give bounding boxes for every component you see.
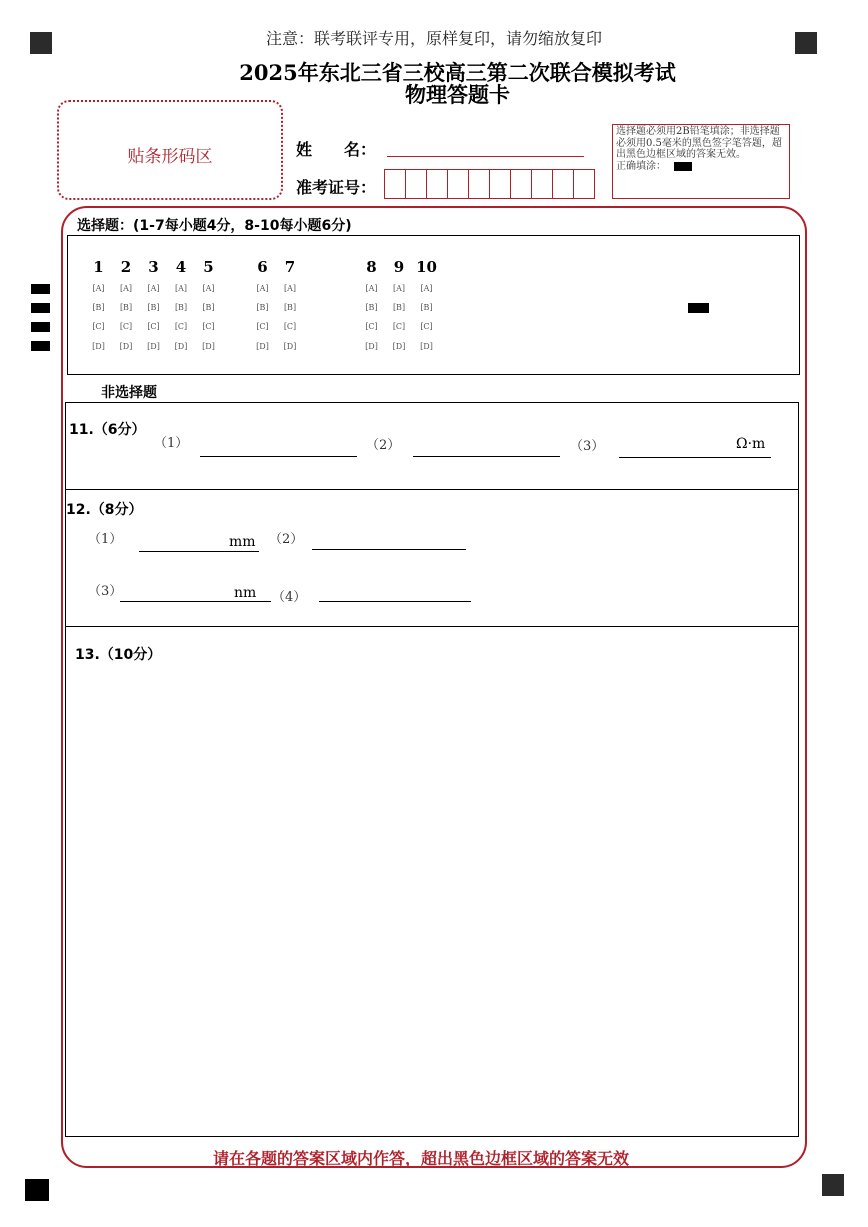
choice-option-bubble[interactable]: [C] — [256, 322, 269, 331]
q11-blank-2[interactable] — [413, 456, 560, 457]
choice-option-bubble[interactable]: [D] — [256, 342, 269, 351]
choice-option-bubble[interactable]: [C] — [202, 322, 215, 331]
choice-option-bubble[interactable]: [C] — [283, 322, 297, 331]
exam-id-label: 准考证号： — [296, 178, 377, 197]
q12-unit-1: mm — [229, 534, 256, 550]
choice-question-number: 8 — [366, 258, 377, 276]
corner-mark-bottom-left — [25, 1179, 49, 1201]
divider — [65, 626, 799, 627]
choice-question-number: 5 — [203, 258, 214, 276]
choice-question-number: 9 — [393, 258, 405, 276]
q12-blank-2[interactable] — [312, 549, 466, 550]
q12-title: 12.（8分） — [66, 502, 143, 518]
exam-id-field[interactable] — [384, 169, 595, 199]
q12-blank-2-label: （2） — [269, 532, 304, 547]
choice-question-number: 7 — [284, 258, 296, 276]
choice-option-bubble[interactable]: [A] — [392, 284, 406, 293]
choice-option-bubble[interactable]: [A] — [283, 284, 297, 293]
choice-option-bubble[interactable]: [A] — [420, 284, 433, 293]
choice-option-bubble[interactable]: [A] — [147, 284, 160, 293]
choice-option-bubble[interactable]: [D] — [174, 342, 188, 351]
name-label: 姓 名： — [296, 140, 377, 159]
q11-blank-3[interactable] — [619, 457, 771, 458]
timing-mark — [31, 303, 50, 313]
choice-option-bubble[interactable]: [B] — [365, 303, 378, 312]
choice-option-bubble[interactable]: [A] — [92, 284, 105, 293]
q13-answer-area[interactable] — [66, 670, 798, 1136]
q13-title: 13.（10分） — [75, 647, 162, 663]
q12-blank-4[interactable] — [319, 601, 471, 602]
q11-unit-3: Ω·m — [736, 436, 766, 452]
q11-blank-3-label: （3） — [570, 439, 605, 454]
instructions-text: 选择题必须用2B铅笔填涂；非选择题必须用0.5毫米的黑色签字笔答题，超出黑色边框区域的答案无效。 — [616, 126, 782, 160]
choice-option-bubble[interactable]: [C] — [392, 322, 406, 331]
choice-option-bubble[interactable]: [D] — [202, 342, 215, 351]
corner-mark-bottom-right — [822, 1174, 844, 1196]
q12-blank-3[interactable] — [120, 601, 271, 602]
choice-section-title: 选择题：(1-7每小题4分，8-10每小题6分) — [77, 218, 352, 234]
choice-option-bubble[interactable]: [B] — [147, 303, 160, 312]
choice-option-bubble[interactable]: [D] — [392, 342, 406, 351]
timing-mark — [31, 322, 50, 332]
footer-warning: 请在各题的答案区域内作答，超出黑色边框区域的答案无效 — [212, 1149, 629, 1168]
choice-option-bubble[interactable]: [D] — [92, 342, 105, 351]
correct-fill-example — [674, 162, 692, 171]
timing-mark — [31, 341, 50, 351]
q12-blank-1[interactable] — [139, 551, 259, 552]
q12-blank-3-label: （3） — [88, 584, 123, 599]
choice-option-bubble[interactable]: [A] — [119, 284, 133, 293]
barcode-area-label: 贴条形码区 — [127, 147, 213, 167]
name-field[interactable] — [387, 156, 584, 157]
q12-blank-4-label: （4） — [272, 590, 307, 605]
choice-option-bubble[interactable]: [B] — [174, 303, 188, 312]
choice-option-bubble[interactable]: [C] — [174, 322, 188, 331]
timing-mark — [31, 284, 50, 294]
choice-option-bubble[interactable]: [C] — [365, 322, 378, 331]
exam-title: 2025年东北三省三校高三第二次联合模拟考试 — [239, 60, 676, 85]
correct-fill-label: 正确填涂： — [616, 160, 666, 172]
choice-option-bubble[interactable]: [B] — [119, 303, 133, 312]
q11-blank-1[interactable] — [200, 456, 357, 457]
choice-option-bubble[interactable]: [D] — [119, 342, 133, 351]
non-choice-section-title: 非选择题 — [101, 385, 157, 401]
choice-option-bubble[interactable]: [D] — [283, 342, 297, 351]
instructions-box — [612, 124, 790, 199]
choice-option-bubble[interactable]: [B] — [202, 303, 215, 312]
choice-question-number: 6 — [257, 258, 268, 276]
q12-unit-3: nm — [234, 585, 257, 601]
choice-option-bubble[interactable]: [C] — [92, 322, 105, 331]
choice-option-bubble[interactable]: [B] — [420, 303, 433, 312]
choice-option-bubble[interactable]: [B] — [92, 303, 105, 312]
choice-option-bubble[interactable]: [D] — [365, 342, 378, 351]
choice-option-bubble[interactable]: [A] — [202, 284, 215, 293]
q11-title: 11.（6分） — [69, 422, 146, 438]
choice-option-bubble[interactable]: [C] — [119, 322, 133, 331]
choice-option-bubble[interactable]: [C] — [420, 322, 433, 331]
choice-option-bubble[interactable]: [A] — [256, 284, 269, 293]
choice-option-bubble[interactable]: [D] — [420, 342, 433, 351]
q11-blank-2-label: （2） — [366, 438, 401, 453]
barcode-area — [57, 100, 283, 200]
choice-option-bubble[interactable]: [B] — [283, 303, 297, 312]
choice-question-number: 4 — [175, 258, 187, 276]
choice-option-bubble[interactable]: [D] — [147, 342, 160, 351]
copy-notice: 注意：联考联评专用，原样复印，请勿缩放复印 — [265, 29, 602, 48]
choice-option-bubble[interactable]: [C] — [147, 322, 160, 331]
divider — [65, 489, 799, 490]
choice-option-bubble[interactable]: [B] — [256, 303, 269, 312]
q11-blank-1-label: （1） — [154, 436, 189, 451]
q12-blank-1-label: （1） — [88, 532, 123, 547]
answer-sheet-title: 物理答题卡 — [405, 82, 510, 107]
choice-question-number: 3 — [148, 258, 159, 276]
choice-option-bubble[interactable]: [A] — [365, 284, 378, 293]
choice-option-bubble[interactable]: [A] — [174, 284, 188, 293]
choice-question-number: 1 — [93, 258, 104, 276]
choice-question-number: 2 — [120, 258, 132, 276]
choice-option-bubble[interactable]: [B] — [392, 303, 406, 312]
choice-question-number: 10 — [416, 258, 437, 276]
